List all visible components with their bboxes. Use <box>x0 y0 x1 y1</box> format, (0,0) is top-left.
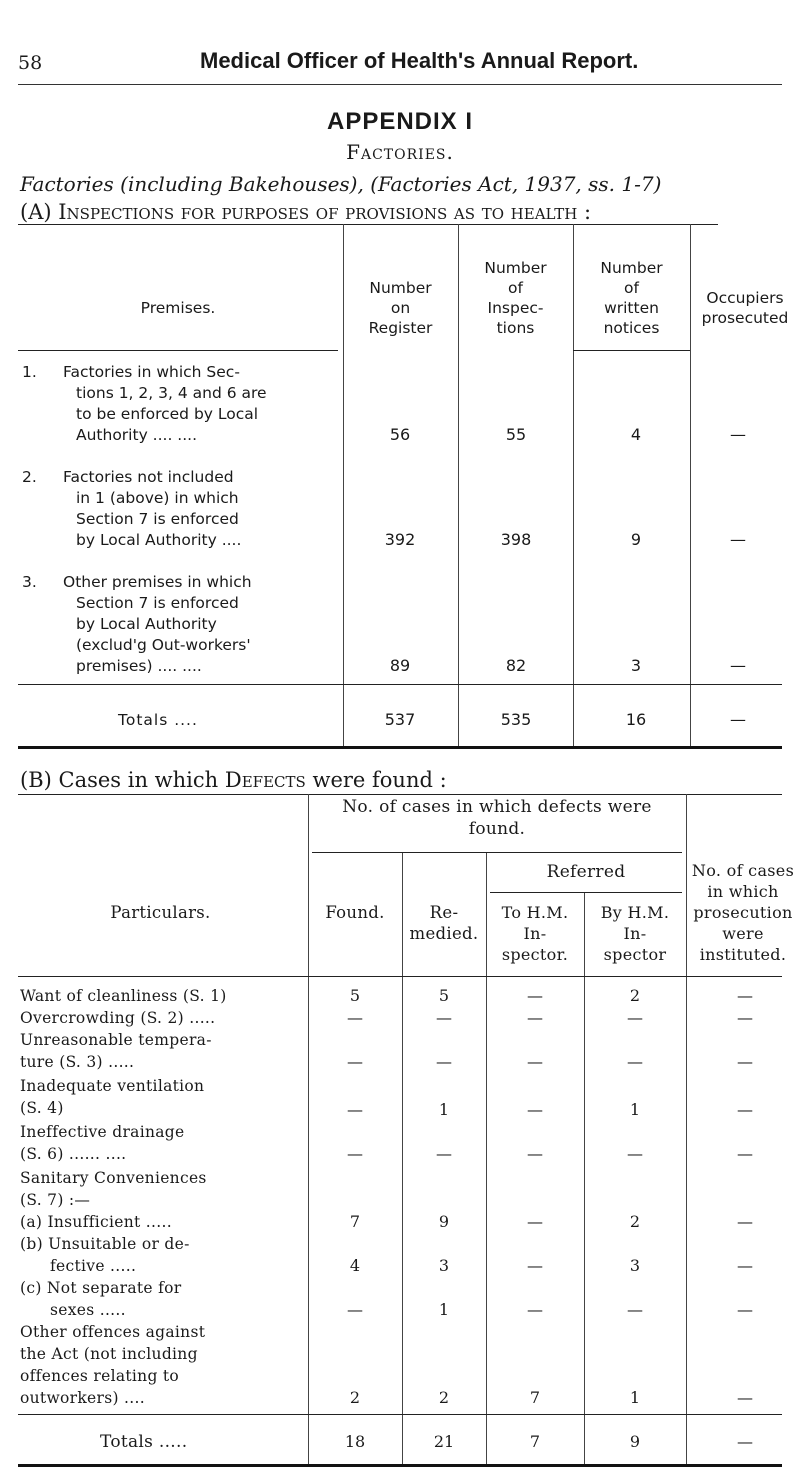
table-b-totals-rule <box>18 1414 782 1415</box>
table-a-col-divider <box>573 690 574 746</box>
header-premises: Premises. <box>140 299 216 317</box>
subtitle: Factories (including Bakehouses), (Factories Act, 1937, ss. 1-7) <box>20 172 662 196</box>
table-b-top-rule <box>18 794 782 795</box>
appendix-title: APPENDIX I <box>326 108 474 135</box>
part-b-title-sc: Defects <box>224 768 306 792</box>
table-a-col-divider <box>343 690 344 746</box>
table-b-col-divider <box>308 794 309 1464</box>
header-group: No. of cases in which defects were found. <box>342 797 652 839</box>
table-a-header-rule <box>573 350 690 351</box>
header-referred: Referred <box>546 862 626 882</box>
header-inspections: Number of Inspec- tions <box>484 259 547 337</box>
header-prosecuted: Occupiers prosecuted <box>701 289 789 327</box>
table-b-group-rule <box>312 852 682 853</box>
table-a-bottom-rule <box>18 746 782 749</box>
header-found: Found. <box>325 903 385 922</box>
header-register: Number on Register <box>368 279 433 337</box>
table-a-col-divider <box>458 690 459 746</box>
header-to-hm: To H.M. In- spector. <box>501 903 569 964</box>
table-b-bottom-rule <box>18 1464 782 1467</box>
header-particulars: Particulars. <box>110 903 211 922</box>
header-notices: Number of written notices <box>600 259 663 337</box>
section-title: Factories. <box>346 140 454 164</box>
part-b-heading <box>20 768 447 792</box>
header-prosecutions: No. of cases in which prosecution were instituted. <box>691 861 795 964</box>
part-a-title: Inspections for purposes of provisions as to health : <box>58 200 592 224</box>
table-a-totals-rule <box>18 684 782 685</box>
table-b-col-divider <box>584 892 585 1464</box>
table-a-top-rule <box>18 224 718 225</box>
part-b-marker: (B) <box>20 768 52 792</box>
header-rule <box>18 84 782 85</box>
table-a-header-rule <box>18 350 338 351</box>
part-b-title-post: were found : <box>312 768 447 792</box>
part-a-marker: (A) <box>20 200 52 224</box>
part-b-title-pre: Cases in which <box>58 768 219 792</box>
page-number: 58 <box>18 52 43 74</box>
header-remedied: Re- medied. <box>409 903 479 943</box>
part-a-heading <box>20 200 591 224</box>
table-b-referred-rule <box>490 892 682 893</box>
table-b-header-rule <box>18 976 782 977</box>
running-title: Medical Officer of Health's Annual Report. <box>200 48 639 73</box>
table-a-col-divider <box>690 690 691 746</box>
header-by-hm: By H.M. In- spector <box>600 903 670 964</box>
